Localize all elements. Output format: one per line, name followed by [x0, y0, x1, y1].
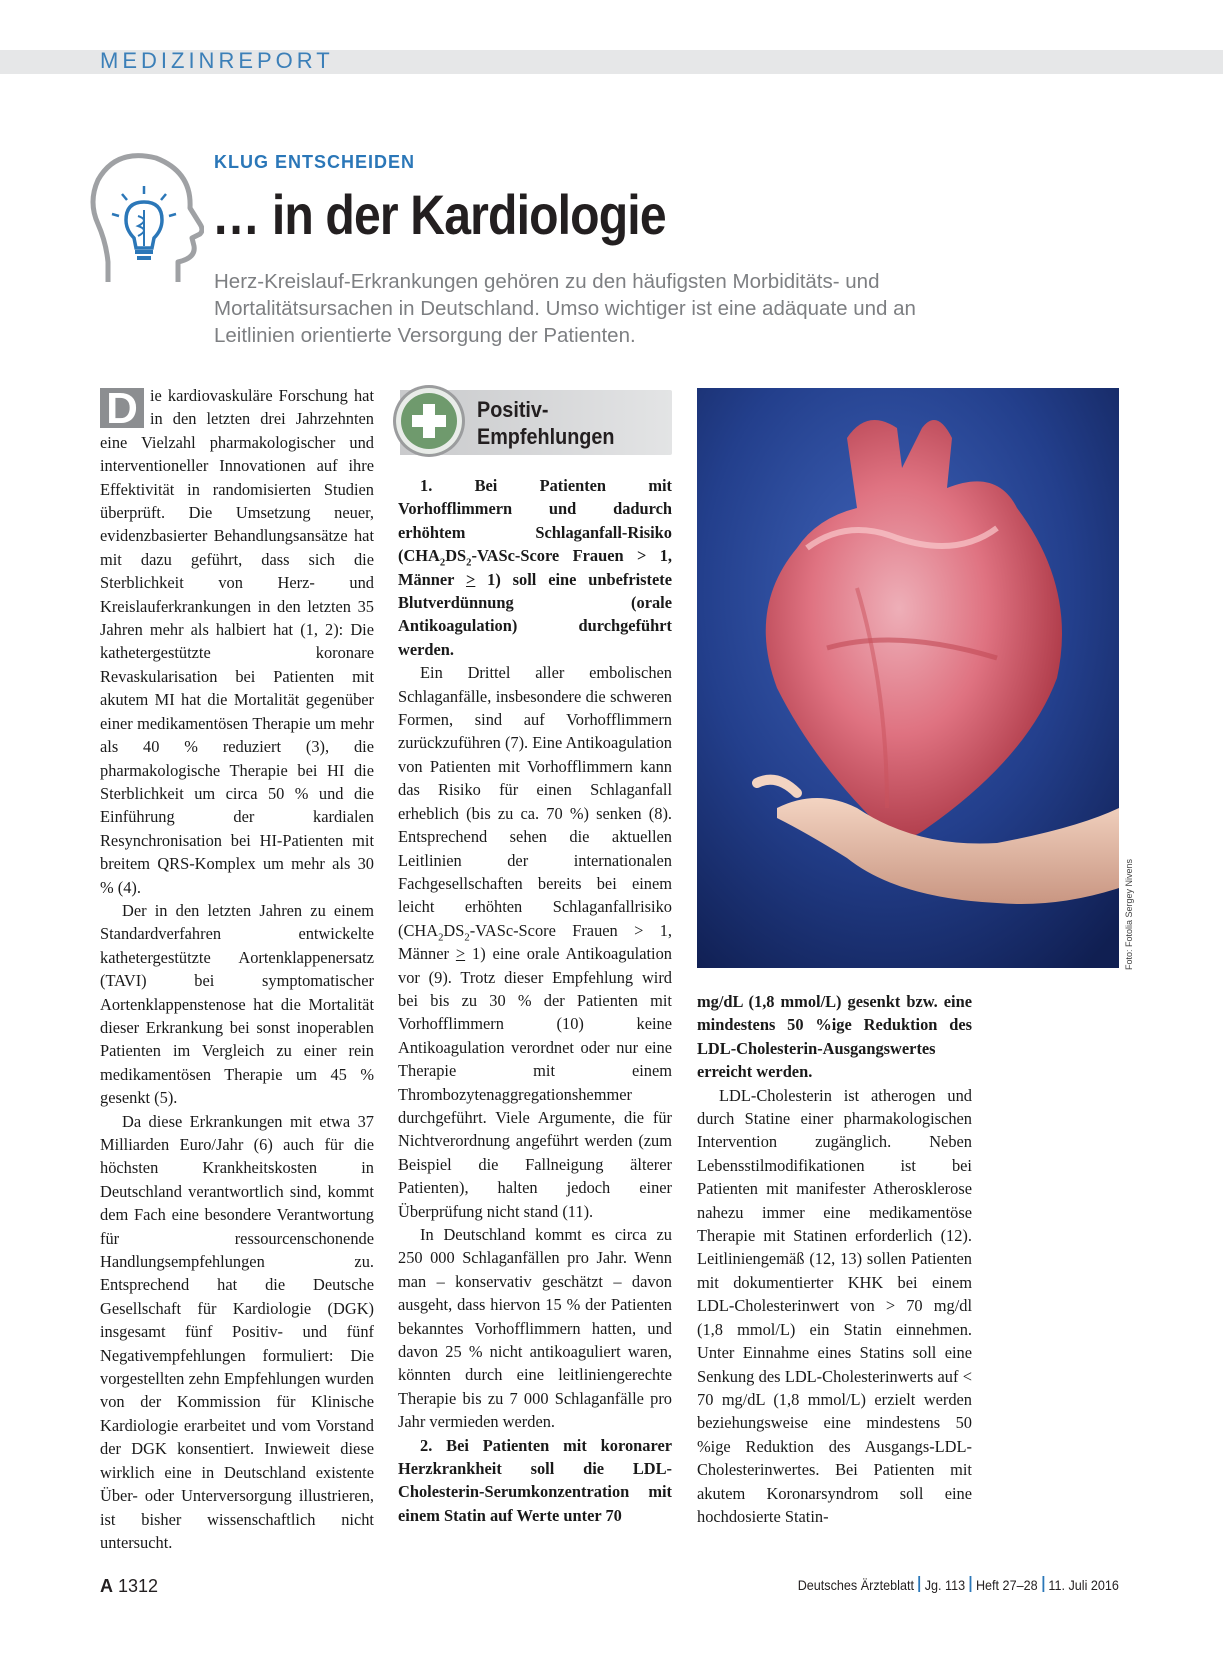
journal-name: Deutsches Ärzteblatt: [797, 1577, 915, 1593]
box-title-line-2: Empfehlungen: [477, 424, 615, 449]
positive-recommendations-title: [477, 396, 615, 450]
recommendation-2-continued: mg/dL (1,8 mmol/L) gesenkt bzw. eine mindestens 50 %ige Reduktion des LDL-Cholesterin-Ausgangswertes erreicht werden.: [697, 992, 972, 1082]
col1-paragraph-1: [100, 384, 374, 899]
journal-issue: Heft 27–28: [976, 1577, 1038, 1593]
section-label: MEDIZINREPORT: [100, 48, 334, 73]
column-3: [697, 990, 972, 1528]
col2-paragraph-1: Ein Drittel aller embolischen Schlaganfälle, insbesondere die schweren Formen, sind auf Vorhofflimmern zurückzuführen (7). Eine Antikoagulation von Patienten mit Vorhofflimmern kann das Risiko für einen Schlaganfall erheblich (bis zu ca. 70 %) senken (8). Entsprechend sehen die aktuellen Leitlinien der internationalen Fachgesellschaften bereits bei einem leicht erhöhten Schlaganfallrisiko ($CHA_2DS_2-VASc$-Score Frauen > 1, Männer > 1) eine orale Antikoagulation vor (9). Trotz dieser Empfehlung wird bei bis zu 30 % der Patienten mit Vorhofflimmern (10) keine Antikoagulation verordnet oder nur eine Therapie mit einem Thrombozytenaggregationshemmer durchgeführt. Viele Argumente, die für Nichtverordnung angeführt werden (zum Beispiel die Fallneigung älterer Patienten), halten jedoch einer Überprüfung nicht stand (11).: [398, 663, 673, 1221]
col2-paragraph-2: In Deutschland kommt es circa zu 250 000 Schlaganfällen pro Jahr. Wenn man – konservativ geschätzt – davon ausgeht, dass hiervon 15 % der Patienten bekanntes Vorhofflimmern hatten, und davon 25 % nicht antikoaguliert waren, könnten durch eine leitliniengerechte Therapie bis zu 7 000 Schlaganfälle pro Jahr vermieden werden.: [398, 1225, 672, 1432]
folio-page-number: 1312: [118, 1576, 159, 1596]
box-title-line-1: Positiv-: [477, 397, 549, 422]
column-1: [100, 384, 374, 1554]
column-2: [398, 474, 672, 1527]
photo-credit: Foto: Fotolia Sergey Nivens: [1124, 858, 1134, 970]
heart-hand-photo: [697, 388, 1119, 968]
col1-paragraph-2: Der in den letzten Jahren zu einem Standardverfahren entwickelte kathetergestützte Aortenklappenersatz (TAVI) bei symptomatischer Aortenklappenstenose hat die Mortalität dieser Erkrankung bei sonst inoperablen Patienten im Vergleich zu einer rein medikamentösen Therapie um 45 % gesenkt (5).: [100, 900, 374, 1108]
article-kicker: KLUG ENTSCHEIDEN: [214, 152, 416, 172]
plus-icon: [396, 388, 462, 454]
folio-prefix: A: [100, 1576, 113, 1596]
journal-volume: Jg. 113: [924, 1577, 966, 1593]
article-title: … in der Kardiologie: [212, 183, 666, 246]
article-lead: Herz-Kreislauf-Erkrankungen gehören zu den häufigsten Morbiditäts- und Mortalitätsursachen in Deutschland. Umso wichtiger ist eine adäquate und an Leitlinien orientierte Versorgung der Patienten.: [214, 270, 916, 347]
recommendation-1: 1. Bei Patienten mit Vorhofflimmern und dadurch erhöhtem Schlaganfall-Risiko ($CHA_2DS_2-VASc$-Score Frauen > 1, Männer > 1) soll eine unbefristete Blutverdünnung (orale Antikoagulation) durchgeführt werden.: [398, 476, 673, 659]
dropcap: D: [100, 388, 144, 428]
page-folio: [100, 1576, 158, 1597]
col1-paragraph-3: Da diese Erkrankungen mit etwa 37 Milliarden Euro/Jahr (6) auch für die höchsten Krankheitskosten in Deutschland verantwortlich sind, kommt dem Fach eine besondere Verantwortung für ressourcenschonende Handlungsempfehlungen zu. Entsprechend hat die Deutsche Gesellschaft für Kardiologie (DGK) insgesamt fünf Positiv- und fünf Negativempfehlungen formuliert: Die vorgestellten zehn Empfehlungen wurden von der Kommission für Klinische Kardiologie erarbeitet und vom Vorstand der DGK konsentiert. Inwieweit diese wirklich eine in Deutschland existente Über- oder Unterversorgung illustrieren, ist bisher wissenschaftlich nicht untersucht.: [100, 1111, 374, 1552]
col3-paragraph-1: LDL-Cholesterin ist atherogen und durch Statine einer pharmakologischen Intervention zugänglich. Neben Lebensstilmodifikationen ist bei Patienten mit manifester Atherosklerose nahezu immer eine medikamentöse Therapie mit Statinen erforderlich (12). Leitliniengemäß (12, 13) sollen Patienten mit dokumentierter KHK bei einem LDL-Cholesterinwert von > 70 mg/dl (1,8 mmol/L) ein Statin einnehmen. Unter Einnahme eines Statins soll eine Senkung des LDL-Cholesterinwerts auf < 70 mg/dL (1,8 mmol/L) erzielt werden beziehungsweise eine mindestens 50 %ige Reduktion des Ausgangs-LDL-Cholesterinwertes. Bei Patienten mit akutem Koronarsyndrom soll eine hochdosierte Statin-: [697, 1085, 972, 1526]
positive-recommendations-box: [400, 390, 672, 455]
journal-date: 11. Juli 2016: [1048, 1577, 1119, 1593]
col1-paragraph-1-text: ie kardiovaskuläre Forschung hat in den letzten drei Jahrzehnten eine Vielzahl pharmakologischer und interventioneller Innovationen auf ihre Effektivität in randomisierten Studien überprüft. Die Umsetzung neuer, evidenzbasierter Behandlungsansätze hat mit dazu geführt, dass sich die Sterblichkeit von Herz- und Kreislauferkrankungen in den letzten 35 Jahren mehr als halbiert hat (1, 2): Die kathetergestützte koronare Revaskularisation bei Patienten mit akutem MI hat die Mortalität gegenüber einer medikamentösen Therapie um mehr als 40 % reduziert (3), die pharmakologische Therapie bei HI die Sterblichkeit um circa 50 % und die Einführung der kardialen Resynchronisation bei HI-Patienten mit breitem QRS-Komplex um mehr als 30 % (4).: [100, 386, 374, 897]
recommendation-2: 2. Bei Patienten mit koronarer Herzkrankheit soll die LDL-Cholesterin-Serumkonzentration mit einem Statin auf Werte unter 70: [398, 1435, 672, 1525]
head-lightbulb-icon: [86, 150, 204, 290]
journal-footer: [798, 1576, 1119, 1593]
